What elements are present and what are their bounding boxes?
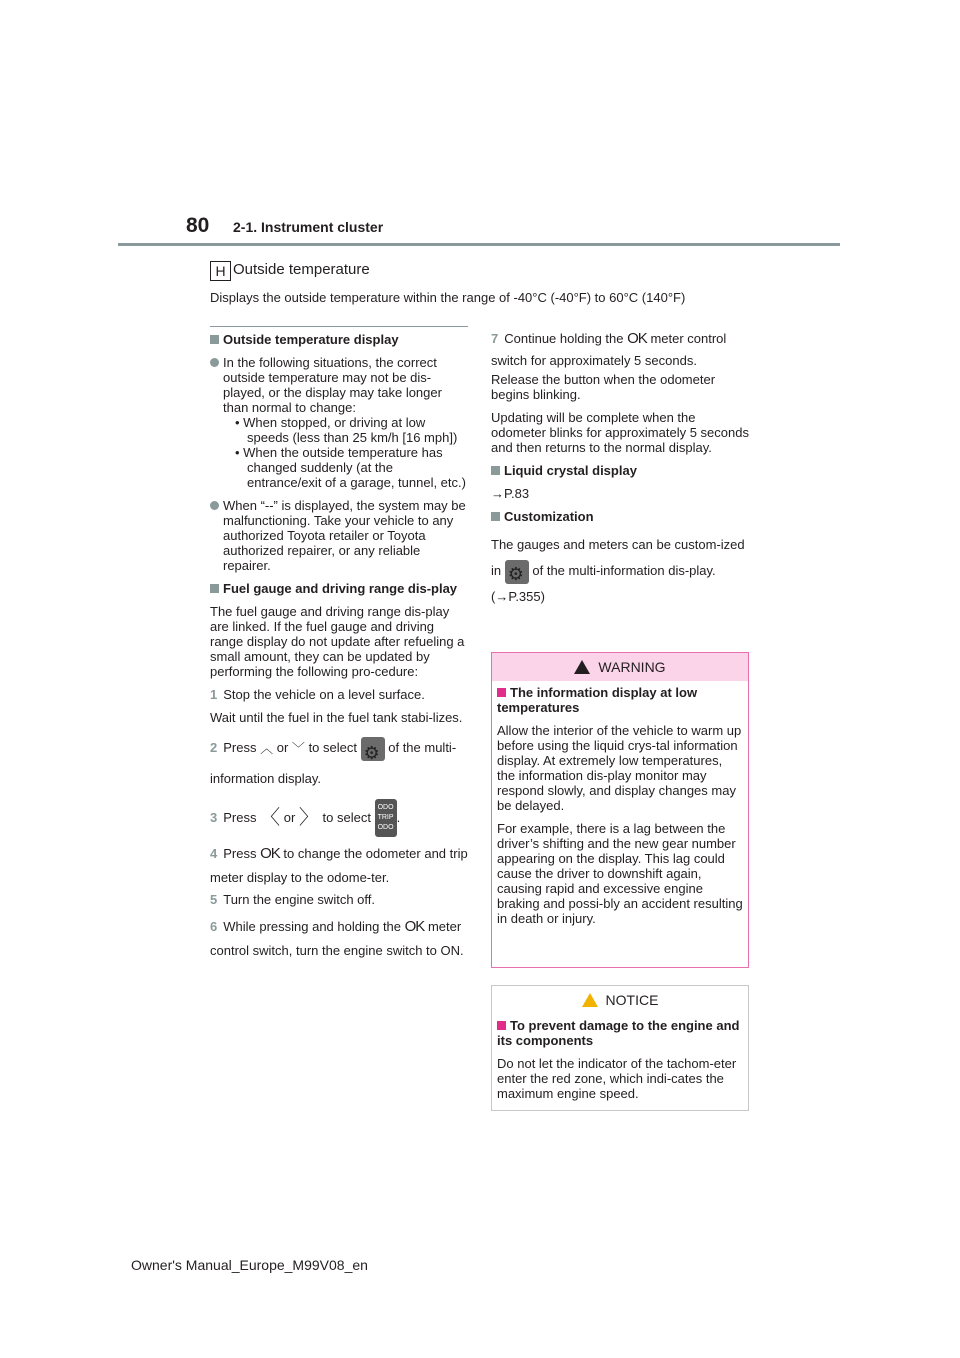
otd-heading: Outside temperature display <box>223 332 399 347</box>
customization-text-b: of the multi-information dis-play. (→P.355) <box>491 563 716 604</box>
item-title: Outside temperature <box>233 261 370 278</box>
step-number: 1 <box>210 687 218 702</box>
right-column <box>491 328 749 618</box>
otd-bullet-2: When “--” is displayed, the system may be malfunctioning. Take your vehicle to any authorized Toyota retailer or Toyota authorized repairer, or any reliable repairer. <box>223 498 466 573</box>
ok-icon: OK <box>260 845 280 863</box>
warning-paragraph-1: Allow the interior of the vehicle to warm up before using the liquid crys-tal information display. At extremely low temperatures, the information dis-play monitor may respond slowly, and display changes may be delayed. <box>497 723 742 813</box>
chevron-left-icon: 〈 <box>260 807 281 830</box>
customization-heading: Customization <box>504 509 594 524</box>
square-bullet-icon <box>210 335 219 344</box>
step-2-or: or <box>276 740 289 755</box>
square-bullet-icon <box>491 512 500 521</box>
lcd-reference: →P.83 <box>491 486 530 501</box>
step-2-select: to select <box>308 740 357 755</box>
notice-triangle-icon <box>582 993 598 1007</box>
chevron-down-icon: ﹀ <box>291 740 305 756</box>
left-column <box>210 326 468 971</box>
warning-paragraph-2: For example, there is a lag between the driver’s shifting and the new gear number appearing on the display. This lag could cause the driver to downshift again, causing rapid and excessive engine braking and possi-bly an accident resulting in death or injury. <box>497 821 743 926</box>
footer: Owner's Manual_Europe_M99V08_en <box>131 1257 368 1273</box>
header-rule <box>118 243 840 246</box>
dot-bullet-icon <box>210 501 219 510</box>
step-2-tail: of the multi-information display. <box>210 740 457 786</box>
notice-box <box>491 985 749 1111</box>
ok-icon: OK <box>404 918 425 936</box>
item-letter: H <box>210 261 231 281</box>
odo-trip-icon: ODO TRIP ODO <box>375 799 397 837</box>
updating-text: Updating will be complete when the odometer blinks for approximately 5 seconds and then returns to the normal display. <box>491 410 749 455</box>
warning-triangle-icon <box>574 660 590 674</box>
notice-title: NOTICE <box>605 992 659 1008</box>
customization-text-a: The gauges and meters can be custom-ized in <box>491 537 745 578</box>
step-number: 7 <box>491 331 499 346</box>
step-4-tail: to change the odometer and trip meter display to the odome-ter. <box>210 846 468 886</box>
step-4-press: Press <box>223 846 257 862</box>
step-2-press: Press <box>223 740 257 755</box>
fuel-text: The fuel gauge and driving range dis-play are linked. If the fuel gauge and driving range display do not update after refueling a small amount, they can be updated by performing the following pro-cedure: <box>210 604 465 679</box>
notice-paragraph: Do not let the indicator of the tachom-eter enter the red zone, which indi-cates the maximum engine speed. <box>497 1056 737 1101</box>
step-3-or: or <box>283 809 296 825</box>
otd-sub-2: • When the outside temperature has changed suddenly (at the entrance/exit of a garage, tunnel, etc.) <box>235 445 466 490</box>
step-7-b: meter control switch for approximately 5 seconds. <box>491 331 727 368</box>
warning-box <box>491 652 749 968</box>
step-7-a: Continue holding the <box>504 331 624 346</box>
notice-heading: To prevent damage to the engine and its components <box>497 1018 740 1048</box>
step-6-b: meter control switch, turn the engine switch to ON. <box>210 919 464 959</box>
square-bullet-icon <box>497 1021 506 1030</box>
notice-header <box>492 986 748 1014</box>
step-6-a: While pressing and holding the <box>223 919 402 935</box>
ok-icon: OK <box>627 330 647 347</box>
fuel-heading: Fuel gauge and driving range dis-play <box>223 581 458 596</box>
page-number: 80 <box>186 214 210 237</box>
step-1: Stop the vehicle on a level surface. <box>223 687 425 702</box>
step-3-tail: . <box>396 809 401 825</box>
wait-text: Wait until the fuel in the fuel tank stabi-lizes. <box>210 710 463 725</box>
dot-bullet-icon <box>210 358 219 367</box>
warning-title: WARNING <box>598 659 666 675</box>
release-text: Release the button when the odometer begins blinking. <box>491 372 716 402</box>
step-number: 2 <box>210 740 218 755</box>
step-number: 4 <box>210 846 218 862</box>
section-title: 2-1. Instrument cluster <box>233 219 384 235</box>
square-bullet-icon <box>491 466 500 475</box>
warning-header <box>492 653 748 681</box>
step-3-select: to select <box>322 809 371 825</box>
square-bullet-icon <box>210 584 219 593</box>
item-description: Displays the outside temperature within the range of -40°C (-40°F) to 60°C (140°F) <box>210 290 686 305</box>
square-bullet-icon <box>497 688 506 697</box>
step-3-press: Press <box>223 809 257 825</box>
gear-icon <box>361 737 385 761</box>
lcd-heading: Liquid crystal display <box>504 463 637 478</box>
otd-sub-1: • When stopped, or driving at low speeds (less than 25 km/h [16 mph]) <box>235 415 458 445</box>
chevron-up-icon: ︿ <box>260 740 274 756</box>
step-number: 5 <box>210 892 218 908</box>
chevron-right-icon: 〉 <box>298 807 319 830</box>
step-number: 6 <box>210 919 218 935</box>
gear-icon <box>505 560 529 584</box>
step-5: Turn the engine switch off. <box>223 892 375 908</box>
warning-heading: The information display at low temperatures <box>497 685 698 715</box>
step-number: 3 <box>210 809 218 825</box>
otd-bullet-1: In the following situations, the correct outside temperature may not be dis-played, or the display may take longer than normal to change: <box>223 355 442 415</box>
